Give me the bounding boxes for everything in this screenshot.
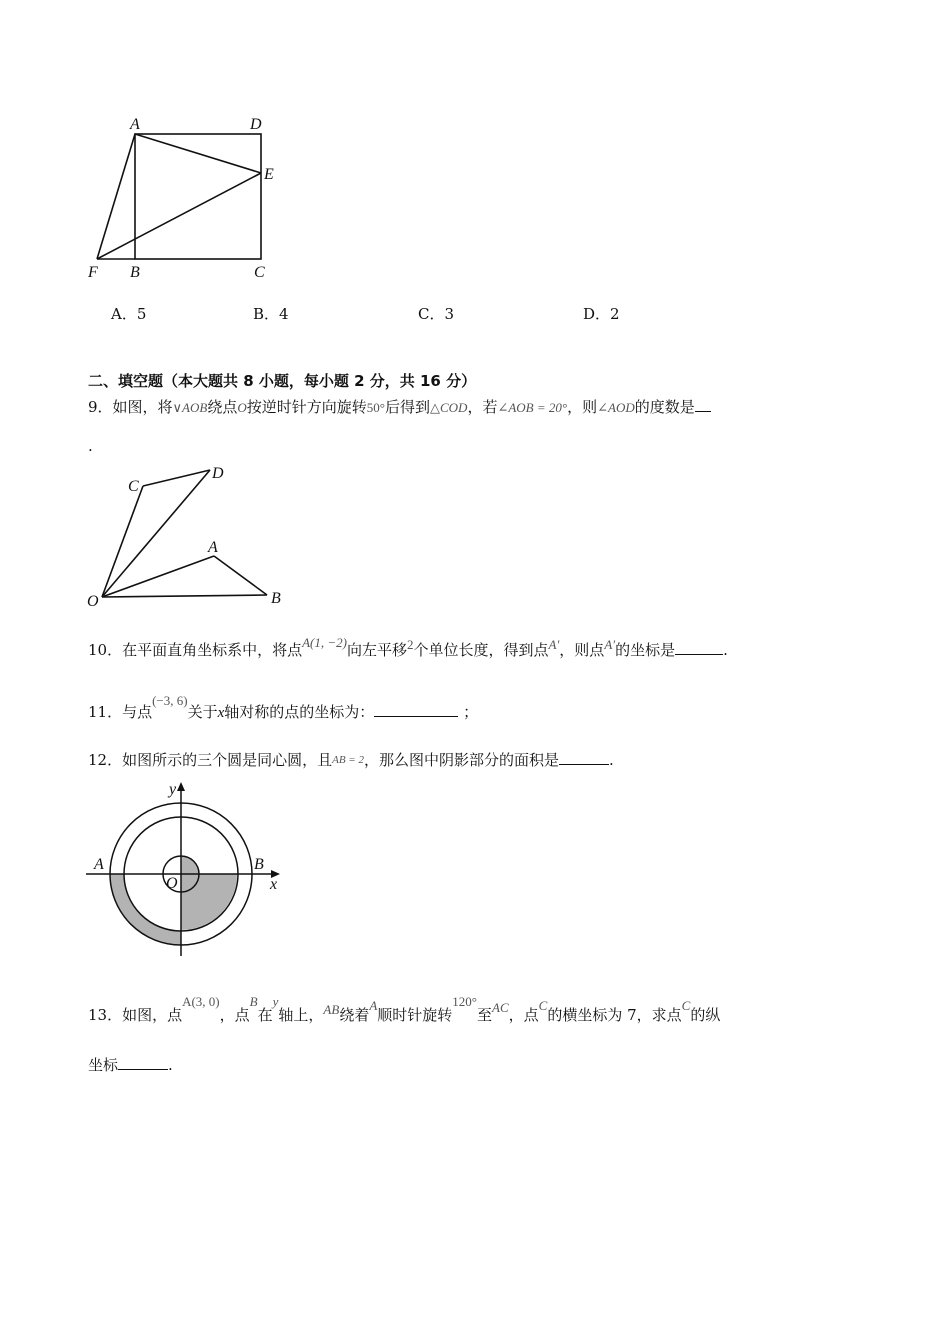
label-A: A (94, 856, 104, 873)
figure-q12 (80, 778, 290, 958)
label-B: B (271, 590, 281, 607)
segment-cd (143, 470, 210, 486)
option-a: A．5 (111, 305, 147, 323)
shaded-inner-right (181, 874, 237, 930)
label-D: D (212, 465, 224, 482)
y-axis-arrow (177, 782, 185, 791)
question-12: 12．如图所示的三个圆是同心圆，且AB = 2，那么图中阴影部分的面积是 . (88, 751, 614, 769)
label-B: B (130, 264, 140, 281)
label-C: C (254, 264, 265, 281)
label-C: C (128, 478, 139, 495)
figure-q8 (80, 110, 290, 285)
label-x: x (270, 876, 278, 893)
label-D: D (250, 116, 262, 133)
label-B: B (254, 856, 264, 873)
question-9-end: . (88, 437, 93, 455)
segment-ob (102, 595, 267, 597)
question-11: 11．与点(−3, 6)关于x轴对称的点的坐标为： ； (88, 693, 479, 721)
question-10: 10．在平面直角坐标系中，将点A(1, −2)向左平移2个单位长度，得到点A′，则点A′的坐标是 . (88, 635, 728, 659)
question-9: 9．如图，将∨AOB绕点O按逆时针方向旋转50°后得到△COD，若∠AOB = 20°，则∠AOD的度数是 (88, 397, 711, 418)
label-E: E (264, 166, 274, 183)
answer-blank (374, 702, 458, 717)
label-O: O (87, 593, 99, 610)
option-c: C．3 (418, 305, 455, 323)
label-y: y (169, 781, 177, 798)
segment-ae (135, 134, 261, 173)
label-O: O (166, 875, 178, 892)
option-b: B．4 (253, 305, 289, 323)
segment-oc (102, 486, 143, 597)
answer-blank (559, 750, 609, 765)
segment-fe (97, 173, 261, 259)
segment-ab (214, 556, 267, 595)
label-F: F (88, 264, 98, 281)
question-13: 13．如图，点A(3, 0)，点B在y轴上，AB绕着A顺时针旋转120°至AC，点C的横坐标为 7，求点C的纵 (88, 994, 721, 1024)
segment-af (97, 134, 135, 259)
question-13-line2: 坐标 . (88, 1056, 173, 1074)
option-d: D．2 (583, 305, 620, 323)
section-heading: 二、填空题（本大题共 8 小题，每小题 2 分，共 16 分） (88, 372, 477, 390)
figure-q9 (80, 460, 300, 610)
answer-blank (675, 640, 723, 655)
label-A: A (130, 116, 140, 133)
answer-blank (695, 397, 711, 412)
label-A: A (208, 539, 218, 556)
answer-blank (118, 1055, 168, 1070)
